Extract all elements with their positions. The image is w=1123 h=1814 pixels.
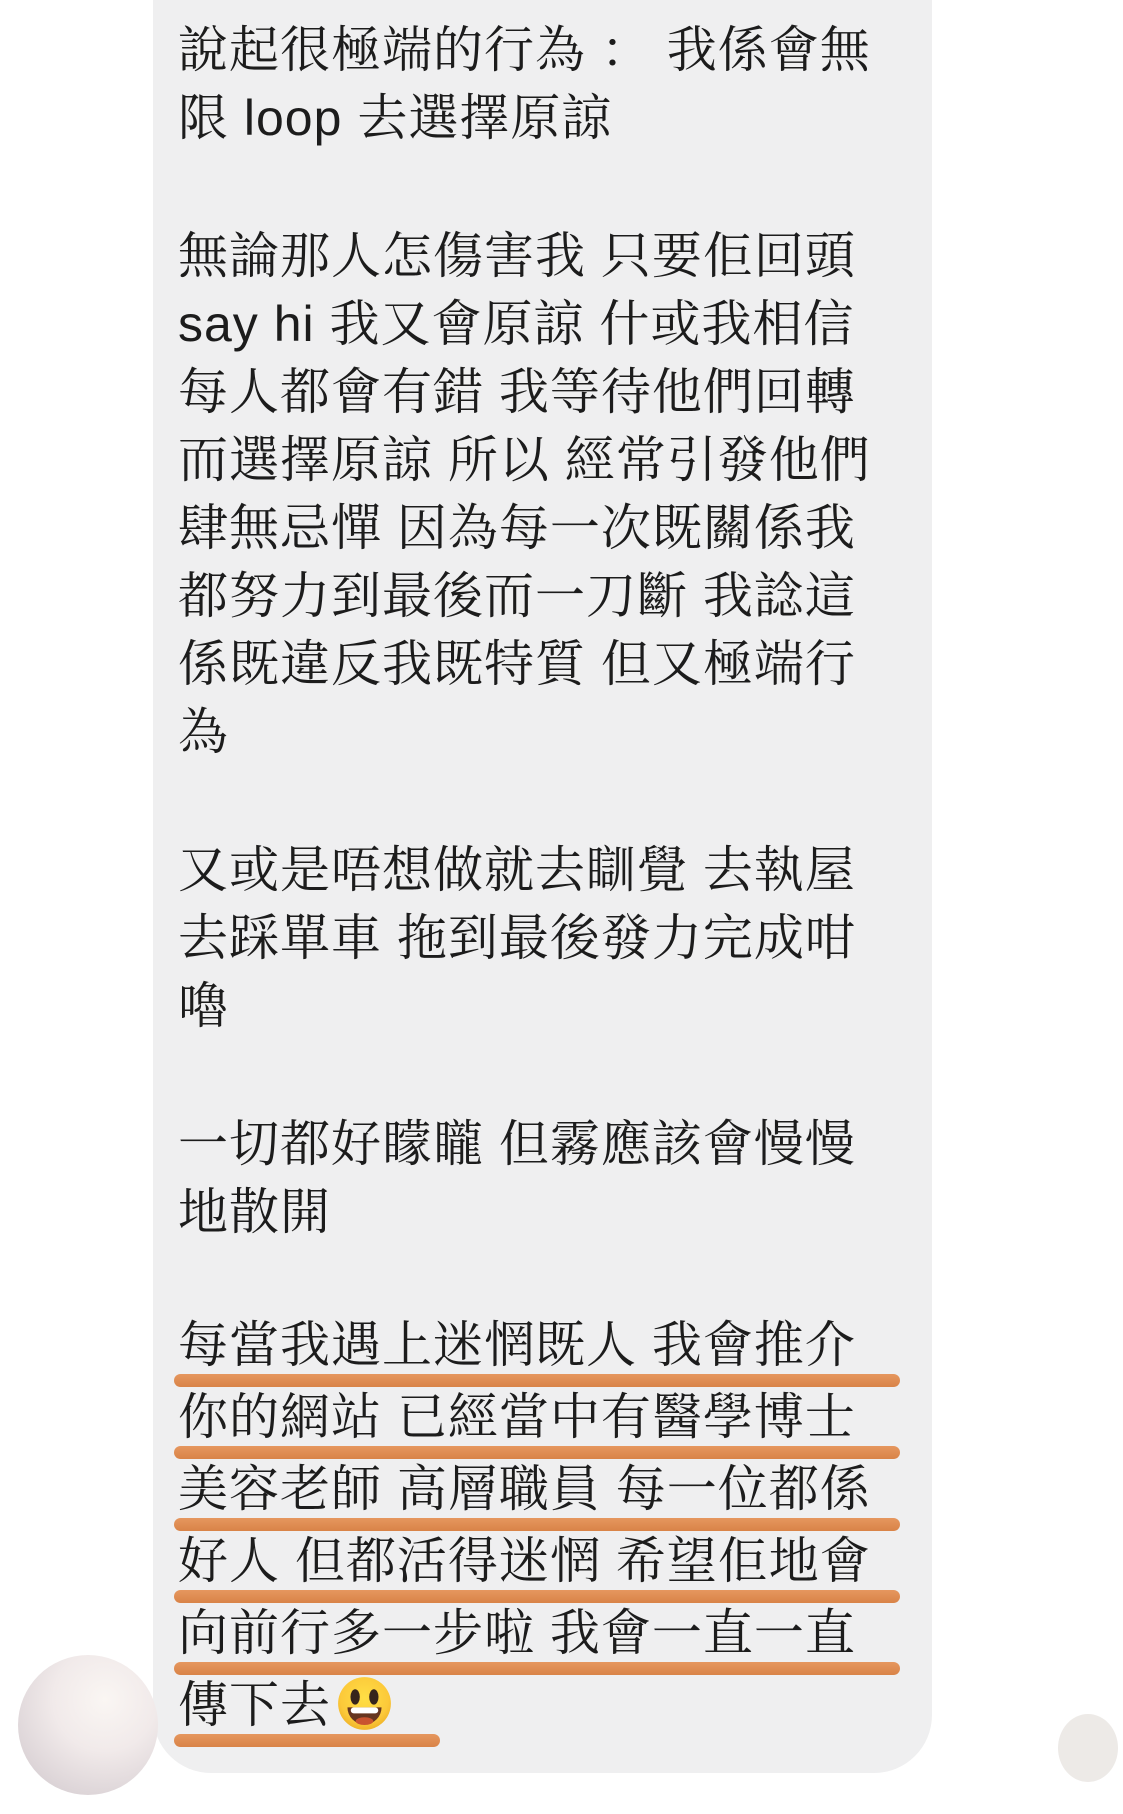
background-dot bbox=[1058, 1714, 1118, 1782]
paragraph-3 bbox=[178, 836, 892, 1040]
paragraph-5-underlined bbox=[178, 1316, 892, 1748]
orange-underline bbox=[174, 1590, 900, 1603]
text-line: 傳下去 bbox=[178, 1677, 331, 1733]
orange-underline bbox=[174, 1734, 440, 1747]
text-line: 每人都會有錯 我等待他們回轉 bbox=[178, 364, 856, 420]
text-line: 係既違反我既特質 但又極端行 bbox=[178, 636, 856, 692]
underlined-text-line bbox=[178, 1676, 892, 1748]
text-line: 你的網站 已經當中有醫學博士 bbox=[178, 1389, 856, 1445]
text-line: 一切都好矇矓 但霧應該會慢慢 bbox=[178, 1116, 856, 1172]
underlined-text-line bbox=[178, 1604, 892, 1676]
grinning-face-emoji bbox=[337, 1676, 392, 1731]
text-line: 向前行多一步啦 我會一直一直 bbox=[178, 1605, 856, 1661]
message-bubble[interactable] bbox=[153, 0, 932, 1773]
text-line: 都努力到最後而一刀斷 我諗這 bbox=[178, 568, 856, 624]
orange-underline bbox=[174, 1662, 900, 1675]
paragraph-4 bbox=[178, 1110, 892, 1246]
text-line: 無論那人怎傷害我 只要佢回頭 bbox=[178, 228, 856, 284]
text-line: 肆無忌憚 因為每一次既關係我 bbox=[178, 500, 856, 556]
text-line: 限 loop 去選擇原諒 bbox=[178, 90, 613, 146]
text-line: 說起很極端的行為 ： 我係會無 bbox=[178, 22, 871, 78]
paragraph-1 bbox=[178, 16, 892, 152]
text-line: 好人 但都活得迷惘 希望佢地會 bbox=[178, 1533, 871, 1589]
avatar-sphere bbox=[18, 1655, 158, 1795]
text-line: say hi 我又會原諒 什或我相信 bbox=[178, 296, 855, 352]
paragraph-2 bbox=[178, 222, 892, 766]
orange-underline bbox=[174, 1374, 900, 1387]
orange-underline bbox=[174, 1446, 900, 1459]
underlined-text-line bbox=[178, 1388, 892, 1460]
underlined-text-line bbox=[178, 1532, 892, 1604]
text-line: 嚕 bbox=[178, 978, 229, 1034]
text-line: 每當我遇上迷惘既人 我會推介 bbox=[178, 1317, 856, 1373]
underlined-text-line bbox=[178, 1460, 892, 1532]
text-line: 為 bbox=[178, 704, 229, 760]
underlined-text-line bbox=[178, 1316, 892, 1388]
text-line: 又或是唔想做就去瞓覺 去執屋 bbox=[178, 842, 856, 898]
text-line: 而選擇原諒 所以 經常引發他們 bbox=[178, 432, 871, 488]
text-line: 地散開 bbox=[178, 1184, 331, 1240]
message-text bbox=[178, 16, 892, 1748]
text-line: 去踩單車 拖到最後發力完成咁 bbox=[178, 910, 856, 966]
orange-underline bbox=[174, 1518, 900, 1531]
text-line: 美容老師 高層職員 每一位都係 bbox=[178, 1461, 871, 1517]
